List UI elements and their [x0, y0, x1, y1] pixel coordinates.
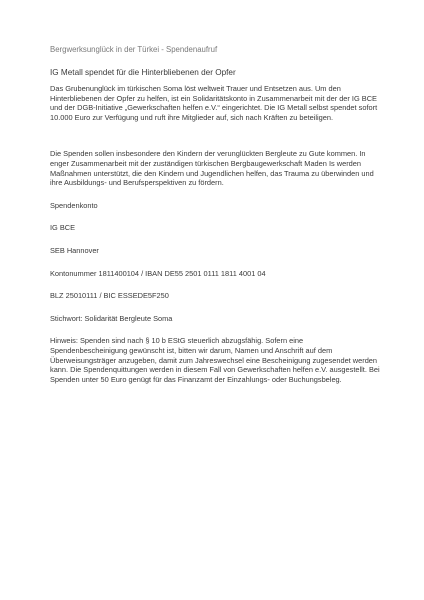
document-title: Bergwerksunglück in der Türkei - Spendenaufruf — [50, 45, 218, 54]
document-page — [50, 45, 380, 384]
paragraph-purpose: Die Spenden sollen insbesondere den Kindern der verunglückten Bergleute zu Gute kommen. In enger Zusammenarbeit mit der zuständigen türkischen Bergbaugewerkschaft Maden Is werden Maßnahmen unterstützt, die den Kindern und Jugendlichen helfen, das Trauma zu überwinden und ihre Ausbildungs- und Berufsperspektiven zu fördern. — [50, 149, 374, 188]
tax-note: Hinweis: Spenden sind nach § 10 b EStG steuerlich abzugsfähig. Sofern eine Spendenbescheinigung gewünscht ist, bitten wir darum, Namen und Anschrift auf dem Überweisungsträger anzugeben, damit zum Jahreswechsel eine Bescheinigung zugesendet werden kann. Die Spendenquittungen werden in diesem Fall von Gewerkschaften helfen e.V. ausgestellt. Bei Spenden unter 50 Euro genügt für das Finanzamt der Einzahlungs- oder Buchungsbeleg. — [50, 336, 380, 384]
document-subtitle: IG Metall spendet für die Hinterbliebenen der Opfer — [50, 68, 236, 77]
account-bank: SEB Hannover — [50, 245, 99, 255]
account-reference: Stichwort: Solidarität Bergleute Soma — [50, 313, 173, 323]
account-heading: Spendenkonto — [50, 200, 98, 210]
account-number: Kontonummer 1811400104 / IBAN DE55 2501 0111 1811 4001 04 — [50, 268, 266, 278]
paragraph-intro: Das Grubenunglück im türkischen Soma löst weltweit Trauer und Entsetzen aus. Um den Hinterbliebenen der Opfer zu helfen, ist ein Solidaritätskonto in Zusammenarbeit mit der der IG BCE und der DGB-Initiative „Gewerkschaften helfen e.V.“ eingerichtet. Die IG Metall selbst spendet sofort 10.000 Euro zur Verfügung und ruft ihre Mitglieder auf, sich nach Kräften zu beteiligen. — [50, 84, 378, 122]
account-holder: IG BCE — [50, 223, 76, 233]
account-blz: BLZ 25010111 / BIC ESSEDE5F250 — [50, 291, 169, 301]
